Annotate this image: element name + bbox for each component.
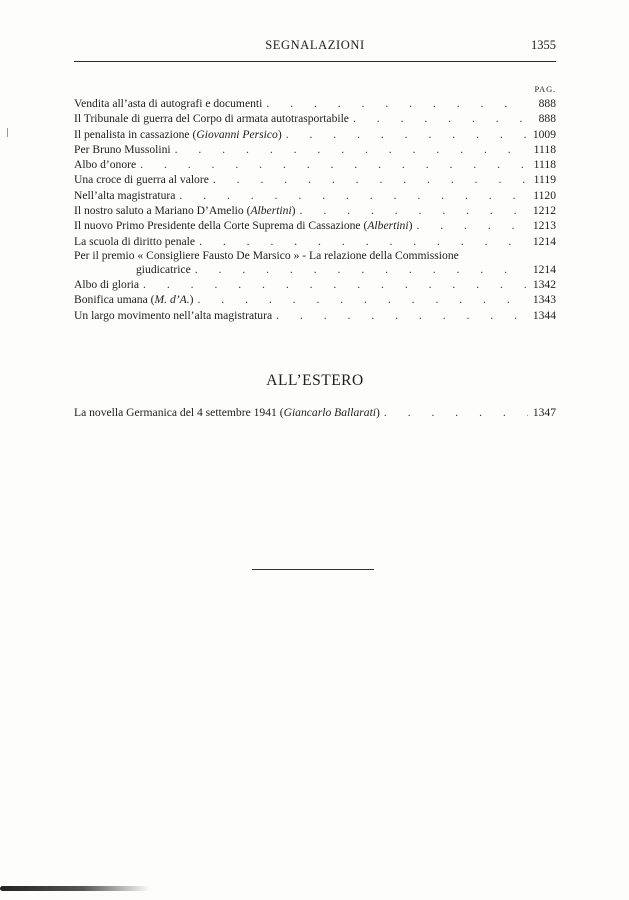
toc-entry xyxy=(74,292,556,307)
toc-entry xyxy=(74,111,556,126)
entry-page: 1009 xyxy=(532,127,556,141)
dot-leader xyxy=(195,234,528,249)
toc-list-estero xyxy=(74,405,556,420)
entry-title: Una croce di guerra al valore xyxy=(74,173,209,187)
entry-title: La novella Germanica del 4 settembre 1941 (Giancarlo Ballarati) xyxy=(74,406,380,419)
entry-page: 1212 xyxy=(532,204,556,218)
dot-leader xyxy=(193,292,528,307)
dot-leader xyxy=(296,203,528,218)
dot-leader xyxy=(175,188,528,203)
toc-entry xyxy=(74,405,556,420)
entry-title: Un largo movimento nell’alta magistratura xyxy=(74,308,273,322)
section-heading-estero: ALL’ESTERO xyxy=(266,372,364,389)
toc-entry xyxy=(74,277,556,292)
dot-leader xyxy=(191,263,528,277)
pag-column-label: PAG. xyxy=(534,84,556,94)
entry-page: 1119 xyxy=(533,173,556,187)
dot-leader xyxy=(171,142,528,157)
entry-page: 888 xyxy=(538,112,556,126)
entry-title: Per il premio « Consigliere Fausto De Marsico » - La relazione della Commissione xyxy=(74,248,459,262)
entry-title: Per Bruno Mussolini xyxy=(74,142,171,156)
entry-author: Giancarlo Ballarati xyxy=(283,406,377,419)
toc-list xyxy=(74,96,556,323)
entry-title: Nell’alta magistratura xyxy=(74,188,176,202)
entry-title: Albo d’onore xyxy=(74,158,137,172)
running-title: SEGNALAZIONI xyxy=(265,38,365,52)
entry-title: Bonifica umana (M. d’A.) xyxy=(74,293,194,307)
entry-author: Giovanni Persico xyxy=(196,127,278,141)
toc-entry xyxy=(74,96,556,111)
entry-page: 1344 xyxy=(532,308,556,322)
toc-entry xyxy=(74,188,556,203)
dot-leader xyxy=(139,277,528,292)
toc-entry xyxy=(74,142,556,157)
entry-page: 1213 xyxy=(532,219,556,233)
running-head xyxy=(74,38,556,58)
scan-smudge xyxy=(0,886,150,891)
toc-entry xyxy=(74,218,556,233)
entry-title: Il nuovo Primo Presidente della Corte Suprema di Cassazione (Albertini) xyxy=(74,219,413,233)
toc-entry xyxy=(74,249,556,277)
dot-leader xyxy=(349,111,528,126)
entry-page: 1343 xyxy=(532,293,556,307)
entry-title: Albo di gloria xyxy=(74,277,140,291)
dot-leader xyxy=(282,127,528,142)
header-rule xyxy=(74,61,556,62)
margin-tick xyxy=(7,128,8,137)
dot-leader xyxy=(380,405,528,420)
entry-page: 1347 xyxy=(532,406,556,419)
toc-entry xyxy=(74,308,556,323)
dot-leader xyxy=(209,172,528,187)
entry-page: 1342 xyxy=(532,277,556,291)
entry-title: La scuola di diritto penale xyxy=(74,234,196,248)
entry-author: Albertini xyxy=(367,219,409,233)
dot-leader xyxy=(262,96,528,111)
entry-page: 1214 xyxy=(532,234,556,248)
entry-title: Il Tribunale di guerra del Corpo di armata autotrasportabile xyxy=(74,112,349,126)
toc-entry xyxy=(74,157,556,172)
toc-entry xyxy=(74,172,556,187)
entry-page: 1118 xyxy=(533,158,556,172)
toc-entry xyxy=(74,203,556,218)
entry-title: Il penalista in cassazione (Giovanni Persico) xyxy=(74,127,282,141)
entry-title-continuation: giudicatrice xyxy=(136,262,191,276)
dot-leader xyxy=(136,157,528,172)
entry-page: 1214 xyxy=(532,262,556,276)
toc-entry xyxy=(74,127,556,142)
entry-page: 1118 xyxy=(533,142,556,156)
entry-continuation-row xyxy=(74,263,556,277)
entry-page: 888 xyxy=(538,97,556,110)
entry-page: 1120 xyxy=(533,188,556,202)
entry-title: Il nostro saluto a Mariano D’Amelio (Albertini) xyxy=(74,204,296,218)
toc-entry xyxy=(74,234,556,249)
entry-author: M. d’A. xyxy=(154,293,190,307)
entry-author: Albertini xyxy=(250,204,292,218)
entry-title: Vendita all’asta di autografi e documenti xyxy=(74,97,263,110)
page-number: 1355 xyxy=(531,38,556,52)
dot-leader xyxy=(272,308,528,323)
end-rule xyxy=(252,569,374,570)
dot-leader xyxy=(412,218,528,233)
